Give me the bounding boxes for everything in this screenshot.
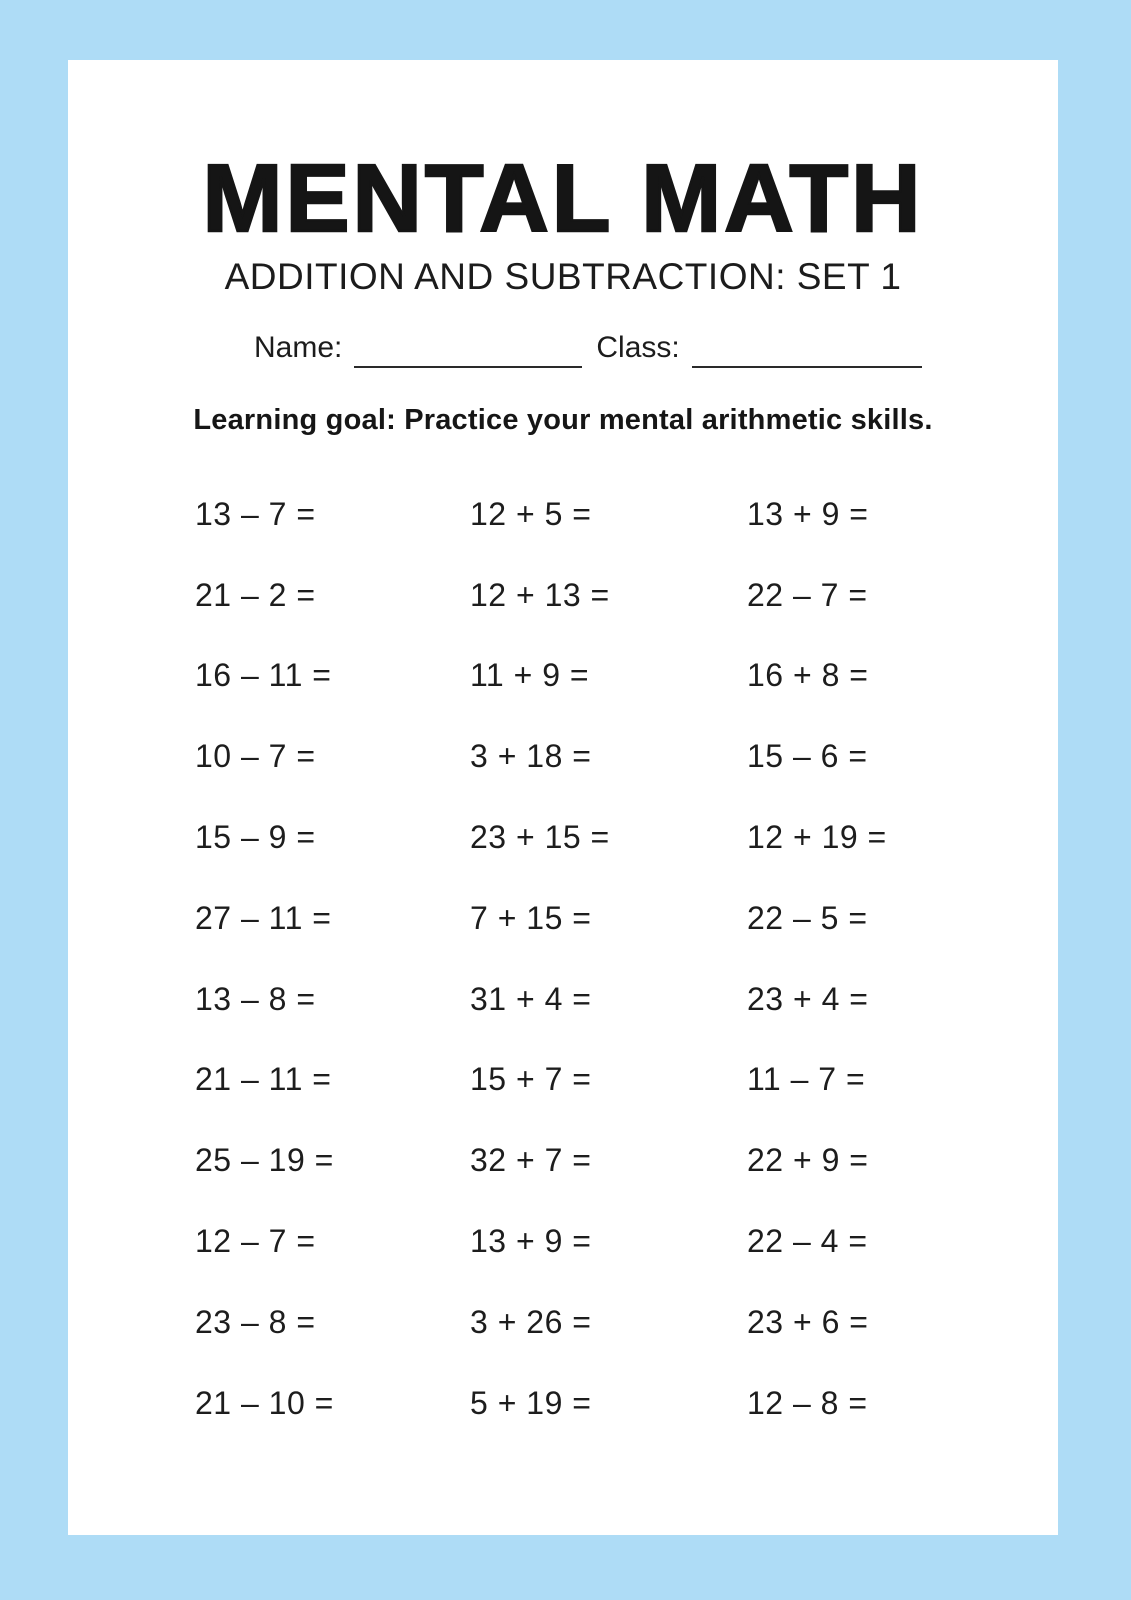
problem-cell: 23 + 6 = [747,1303,869,1340]
problem-cell: 15 – 6 = [747,738,868,775]
problem-cell: 3 + 26 = [470,1303,592,1340]
problem-cell: 32 + 7 = [470,1142,592,1179]
name-label: Name: [254,331,343,364]
problem-cell: 16 + 8 = [747,657,869,694]
problems-grid [68,474,1058,1444]
problem-cell: 12 – 8 = [747,1384,868,1421]
problem-cell: 25 – 19 = [195,1142,334,1179]
problem-cell: 23 + 15 = [470,819,610,856]
learning-goal: Learning goal: Practice your mental arithmetic skills. [193,404,933,436]
problem-cell: 16 – 11 = [195,657,332,694]
worksheet-subtitle: ADDITION AND SUBTRACTION: SET 1 [224,256,902,297]
problem-cell: 15 + 7 = [470,1061,592,1098]
problem-cell: 12 + 5 = [470,495,592,532]
problem-cell: 21 – 10 = [195,1384,334,1421]
name-blank-line [354,332,582,368]
problem-cell: 12 + 13 = [470,576,610,613]
problem-cell: 12 – 7 = [195,1223,316,1260]
problem-cell: 12 + 19 = [747,819,887,856]
problem-cell: 22 – 5 = [747,899,868,936]
problem-cell: 13 – 7 = [195,495,316,532]
problem-cell: 10 – 7 = [195,738,316,775]
problem-cell: 13 + 9 = [470,1223,592,1260]
problem-cell: 21 – 11 = [195,1061,332,1098]
problem-cell: 11 + 9 = [470,657,590,694]
problem-cell: 27 – 11 = [195,899,332,936]
problem-cell: 21 – 2 = [195,576,316,613]
worksheet-title: MENTAL MATH [202,145,924,252]
problem-cell: 11 – 7 = [747,1061,866,1098]
problem-cell: 22 – 7 = [747,576,868,613]
worksheet-page [68,60,1058,1535]
problem-cell: 3 + 18 = [470,738,592,775]
problem-cell: 15 – 9 = [195,819,316,856]
problem-cell: 7 + 15 = [470,899,592,936]
problem-cell: 22 + 9 = [747,1142,869,1179]
name-class-row [68,328,1058,368]
problem-cell: 22 – 4 = [747,1223,868,1260]
class-label: Class: [596,331,680,364]
problem-cell: 31 + 4 = [470,980,592,1017]
problem-cell: 5 + 19 = [470,1384,592,1421]
problem-cell: 13 – 8 = [195,980,316,1017]
class-blank-line [692,332,922,368]
problem-cell: 13 + 9 = [747,495,869,532]
problem-cell: 23 + 4 = [747,980,869,1017]
problem-cell: 23 – 8 = [195,1303,316,1340]
